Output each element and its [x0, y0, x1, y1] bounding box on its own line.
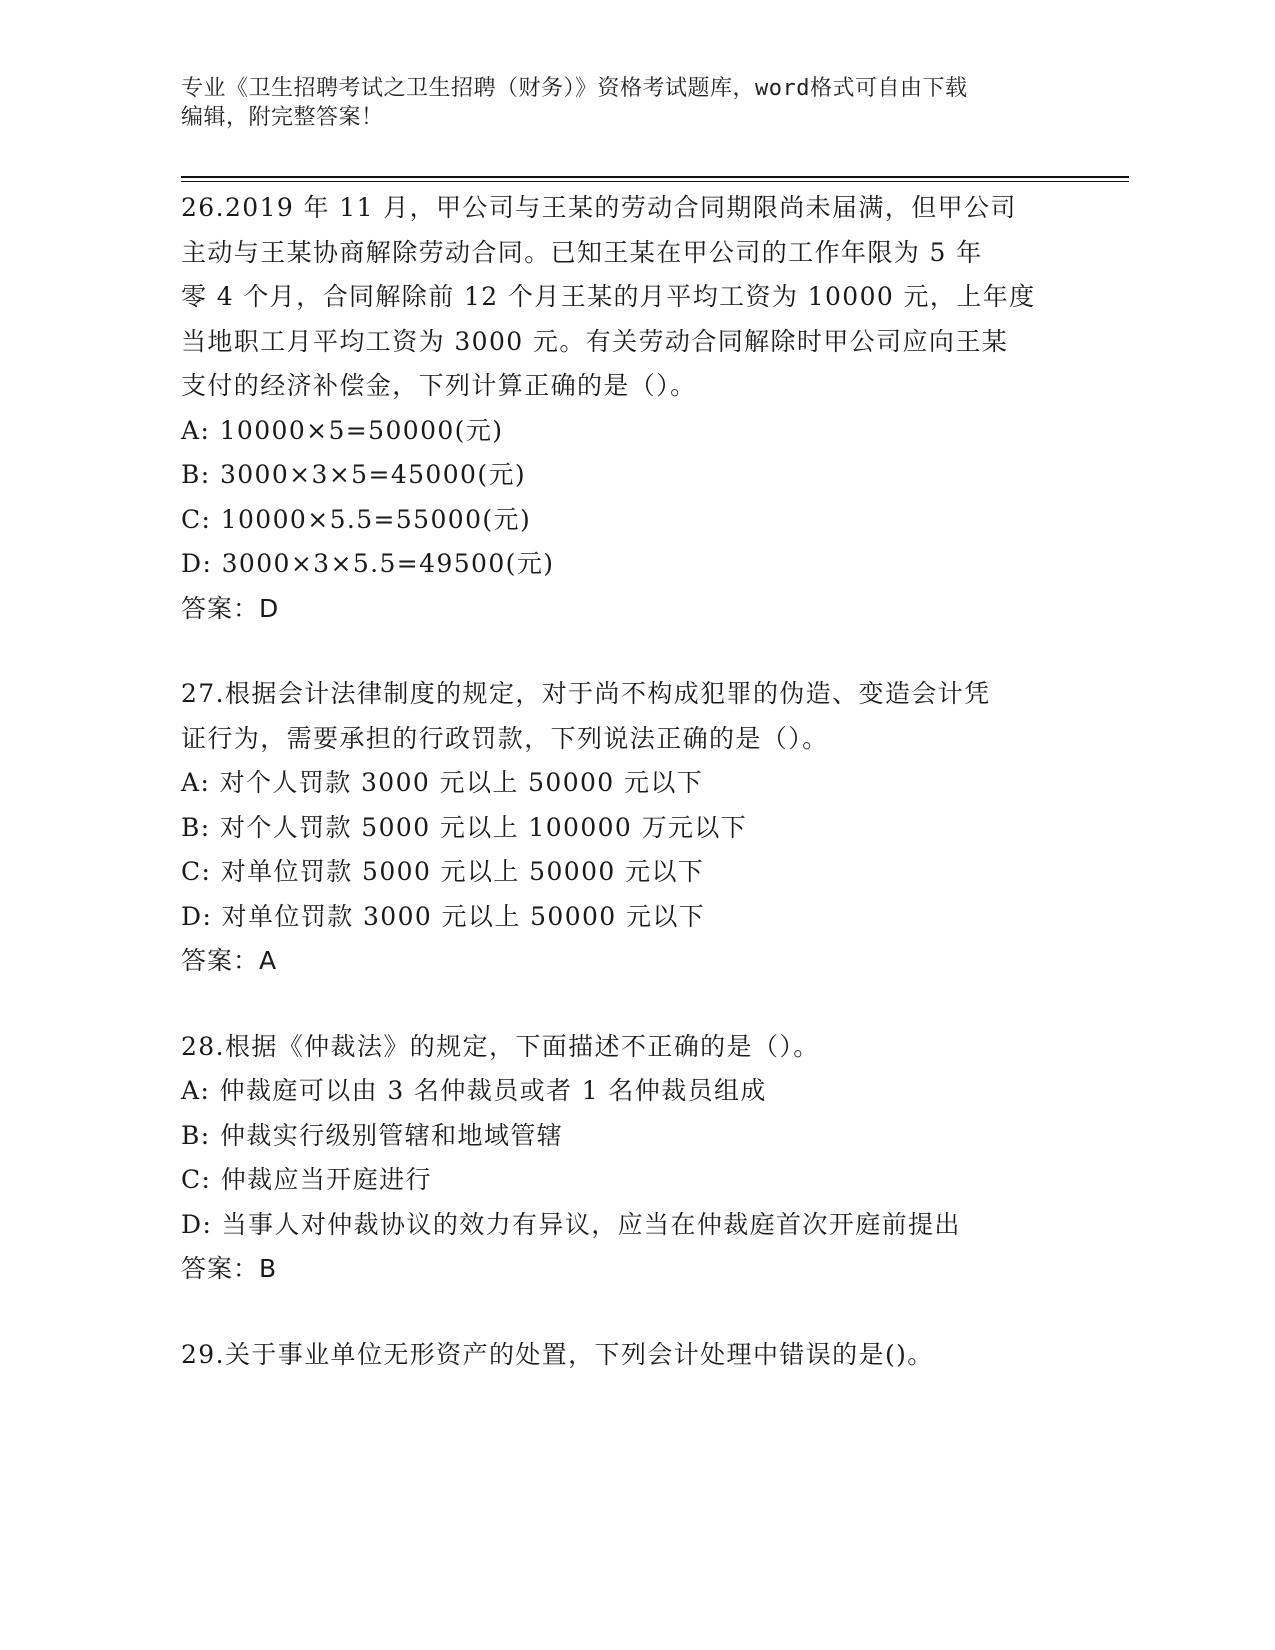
option-c: C: 对单位罚款 5000 元以上 50000 元以下: [181, 857, 705, 886]
option-d: D: 当事人对仲裁协议的效力有异议，应当在仲裁庭首次开庭前提出: [181, 1209, 961, 1239]
option-d: D: 3000×3×5.5=49500(元): [181, 549, 555, 578]
question-spacer: [181, 1292, 1081, 1333]
question-stem-line: 主动与王某协商解除劳动合同。已知王某在甲公司的工作年限为 5 年: [181, 237, 983, 267]
question-stem-line: 27.根据会计法律制度的规定，对于尚不构成犯罪的伪造、变造会计凭: [181, 679, 991, 708]
header-line: 专业《卫生招聘考试之卫生招聘（财务）》资格考试题库，word格式可自由下载: [181, 76, 968, 101]
question-list: [181, 186, 1081, 1377]
question-stem-line: 28.根据《仲裁法》的规定，下面描述不正确的是（）。: [181, 1031, 820, 1061]
option-a: A: 对个人罚款 3000 元以上 50000 元以下: [181, 768, 704, 797]
option-d: D: 对单位罚款 3000 元以上 50000 元以下: [181, 901, 706, 931]
question-27: [181, 672, 1081, 984]
document-header: [181, 74, 1041, 132]
option-c: C: 10000×5.5=55000(元): [181, 504, 532, 534]
question-28: [181, 1025, 1081, 1292]
option-a: A: 10000×5=50000(元): [181, 415, 504, 445]
option-b: B: 对个人罚款 5000 元以上 100000 万元以下: [181, 812, 748, 842]
header-line: 编辑，附完整答案！: [181, 105, 384, 130]
option-a: A: 仲裁庭可以由 3 名仲裁员或者 1 名仲裁员组成: [181, 1076, 767, 1105]
question-stem-line: 零 4 个月，合同解除前 12 个月王某的月平均工资为 10000 元，上年度: [181, 282, 1036, 311]
answer-label: 答案：D: [181, 593, 280, 623]
option-b: B: 3000×3×5=45000(元): [181, 460, 527, 489]
answer-label: 答案：A: [181, 946, 278, 975]
question-spacer: [181, 984, 1081, 1025]
question-26: [181, 186, 1081, 631]
question-29: [181, 1333, 1081, 1378]
question-stem-line: 29.关于事业单位无形资产的处置，下列会计处理中错误的是()。: [181, 1339, 934, 1369]
option-c: C: 仲裁应当开庭进行: [181, 1165, 432, 1194]
answer-label: 答案：B: [181, 1254, 278, 1283]
question-stem-line: 支付的经济补偿金，下列计算正确的是（）。: [181, 371, 697, 400]
option-b: B: 仲裁实行级别管辖和地域管辖: [181, 1120, 564, 1150]
question-stem-line: 证行为，需要承担的行政罚款，下列说法正确的是（）。: [181, 723, 829, 753]
header-divider: [181, 176, 1129, 178]
header-divider-thin: [181, 181, 1129, 182]
question-stem-line: 当地职工月平均工资为 3000 元。有关劳动合同解除时甲公司应向王某: [181, 326, 1009, 356]
question-spacer: [181, 631, 1081, 672]
question-stem-line: 26.2019 年 11 月，甲公司与王某的劳动合同期限尚未届满，但甲公司: [181, 193, 1017, 222]
